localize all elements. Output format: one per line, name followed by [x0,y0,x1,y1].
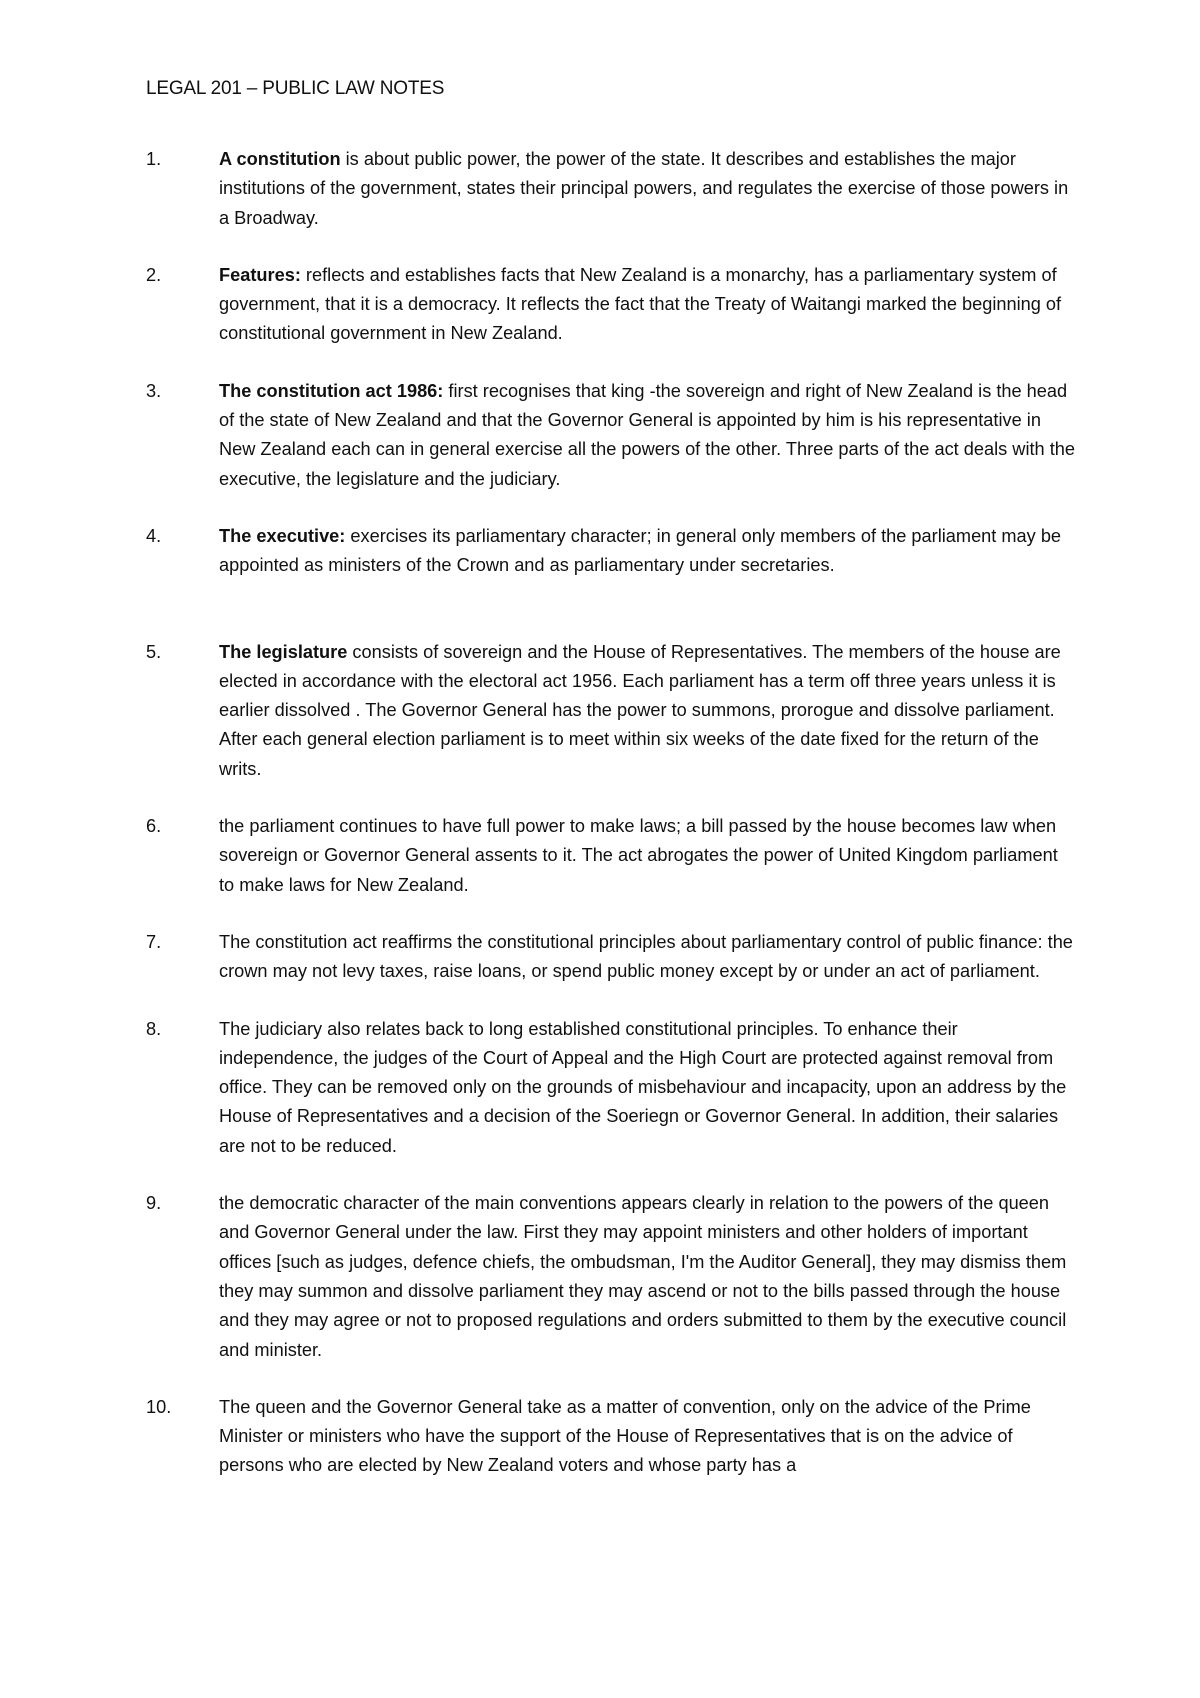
item-body: consists of sovereign and the House of Representatives. The members of the house are elected in accordance with the electoral act 1956. Each parliament has a term off three years unless it is earlier dissolved . The Governor General has the power to summons, prorogue and dissolve parliament. After each general election parliament is to meet within six weeks of the date fixed for the return of the writs. [219,641,1061,779]
list-item [146,928,1076,987]
item-text [219,638,1076,784]
notes-list [146,145,1076,1509]
item-number: 10. [146,1396,172,1417]
list-item [146,377,1076,494]
list-item [146,638,1076,784]
list-item [146,522,1076,581]
item-text: The judiciary also relates back to long established constitutional principles. To enhance their independence, the judges of the Court of Appeal and the High Court are protected against removal from office. They can be removed only on the grounds of misbehaviour and incapacity, upon an address by the House of Representatives and a decision of the Soeriegn or Governor General. In addition, their salaries are not to be reduced. [219,1018,1067,1156]
item-text: the democratic character of the main conventions appears clearly in relation to the powers of the queen and Governor General under the law. First they may appoint ministers and other holders of important offices [such as judges, defence chiefs, the ombudsman, I'm the Auditor General], they may dismiss them they may summon and dissolve parliament they may ascend or not to the bills passed through the house and they may agree or not to proposed regulations and orders submitted to them by the executive council and minister. [219,1193,1067,1360]
item-number: 8. [146,1018,162,1039]
item-text [219,261,1076,349]
item-lead: The legislature [219,641,348,662]
item-lead: The constitution act 1986: [219,380,444,401]
item-lead: A constitution [219,149,341,169]
item-number: 7. [146,931,162,952]
item-number: 9. [146,1193,162,1214]
item-number: 3. [146,380,162,401]
document-title: LEGAL 201 – PUBLIC LAW NOTES [146,78,445,99]
list-item [146,1015,1076,1161]
item-text [219,145,1076,233]
list-item [146,1189,1076,1365]
item-text: The constitution act reaffirms the constitutional principles about parliamentary control of public finance: the crown may not levy taxes, raise loans, or spend public money except by or under an act of parliament. [219,931,1073,982]
item-body: exercises its parliamentary character; in general only members of the parliament may be appointed as ministers of the Crown and as parliamentary under secretaries. [219,525,1062,576]
list-item [146,1393,1076,1481]
list-item [146,261,1076,349]
item-text [219,377,1076,494]
item-number: 4. [146,525,162,546]
list-item [146,145,1076,233]
item-body: is about public power, the power of the state. It describes and establishes the major institutions of the government, states their principal powers, and regulates the exercise of those powers in a Broadway. [219,149,1069,228]
item-text: the parliament continues to have full power to make laws; a bill passed by the house becomes law when sovereign or Governor General assents to it. The act abrogates the power of United Kingdom parliament to make laws for New Zealand. [219,816,1058,895]
item-number: 5. [146,641,162,662]
item-number: 6. [146,816,162,837]
item-lead: Features: [219,264,301,285]
item-lead: The executive: [219,525,346,546]
item-body: first recognises that king -the sovereign and right of New Zealand is the head of the state of New Zealand and that the Governor General is appointed by him is his representative in New Zealand each can in general exercise all the powers of the other. Three parts of the act deals with the executive, the legislature and the judiciary. [219,380,1075,489]
list-item [146,812,1076,900]
item-text [219,522,1076,581]
item-body: reflects and establishes facts that New Zealand is a monarchy, has a parliamentary system of government, that it is a democracy. It reflects the fact that the Treaty of Waitangi marked the beginning of constitutional government in New Zealand. [219,264,1062,344]
item-number: 2. [146,264,162,285]
item-number: 1. [146,149,162,169]
item-text: The queen and the Governor General take as a matter of convention, only on the advice of the Prime Minister or ministers who have the support of the House of Representatives that is on the advice of persons who are elected by New Zealand voters and whose party has a [219,1396,1031,1476]
